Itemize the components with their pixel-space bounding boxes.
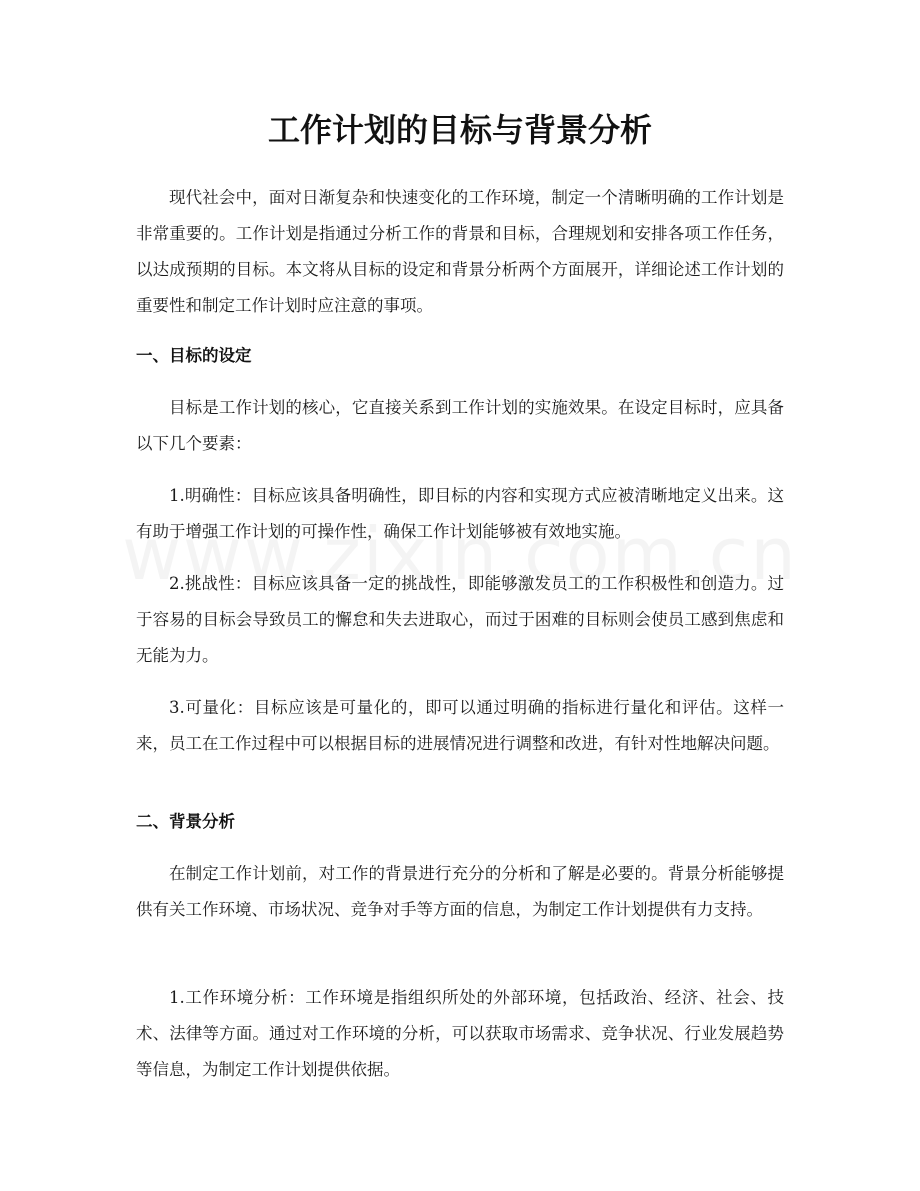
section-2-heading: 二、背景分析 (136, 812, 235, 831)
section-1-item-1: 1.明确性：目标应该具备明确性，即目标的内容和实现方式应被清晰地定义出来。这有助于增强工作计划的可操作性，确保工作计划能够被有效地实施。 (136, 486, 784, 541)
section-1-item-3: 3.可量化：目标应该是可量化的，即可以通过明确的指标进行量化和评估。这样一来，员工在工作过程中可以根据目标的进展情况进行调整和改进，有针对性地解决问题。 (136, 698, 784, 753)
section-2-intro: 在制定工作计划前，对工作的背景进行充分的分析和了解是必要的。背景分析能够提供有关工作环境、市场状况、竞争对手等方面的信息，为制定工作计划提供有力支持。 (136, 864, 784, 919)
section-1-item-2: 2.挑战性：目标应该具备一定的挑战性，即能够激发员工的工作积极性和创造力。过于容易的目标会导致员工的懈怠和失去进取心，而过于困难的目标则会使员工感到焦虑和无能为力。 (136, 574, 784, 665)
section-2-item-1: 1.工作环境分析：工作环境是指组织所处的外部环境，包括政治、经济、社会、技术、法律等方面。通过对工作环境的分析，可以获取市场需求、竞争状况、行业发展趋势等信息，为制定工作计划提供依据。 (136, 988, 784, 1079)
intro-paragraph: 现代社会中，面对日渐复杂和快速变化的工作环境，制定一个清晰明确的工作计划是非常重要的。工作计划是指通过分析工作的背景和目标，合理规划和安排各项工作任务，以达成预期的目标。本文将从目标的设定和背景分析两个方面展开，详细论述工作计划的重要性和制定工作计划时应注意的事项。 (136, 188, 784, 315)
section-1-heading: 一、目标的设定 (136, 346, 252, 365)
document-title: 工作计划的目标与背景分析 (267, 111, 652, 149)
section-1-intro: 目标是工作计划的核心，它直接关系到工作计划的实施效果。在设定目标时，应具备以下几个要素： (136, 398, 784, 453)
